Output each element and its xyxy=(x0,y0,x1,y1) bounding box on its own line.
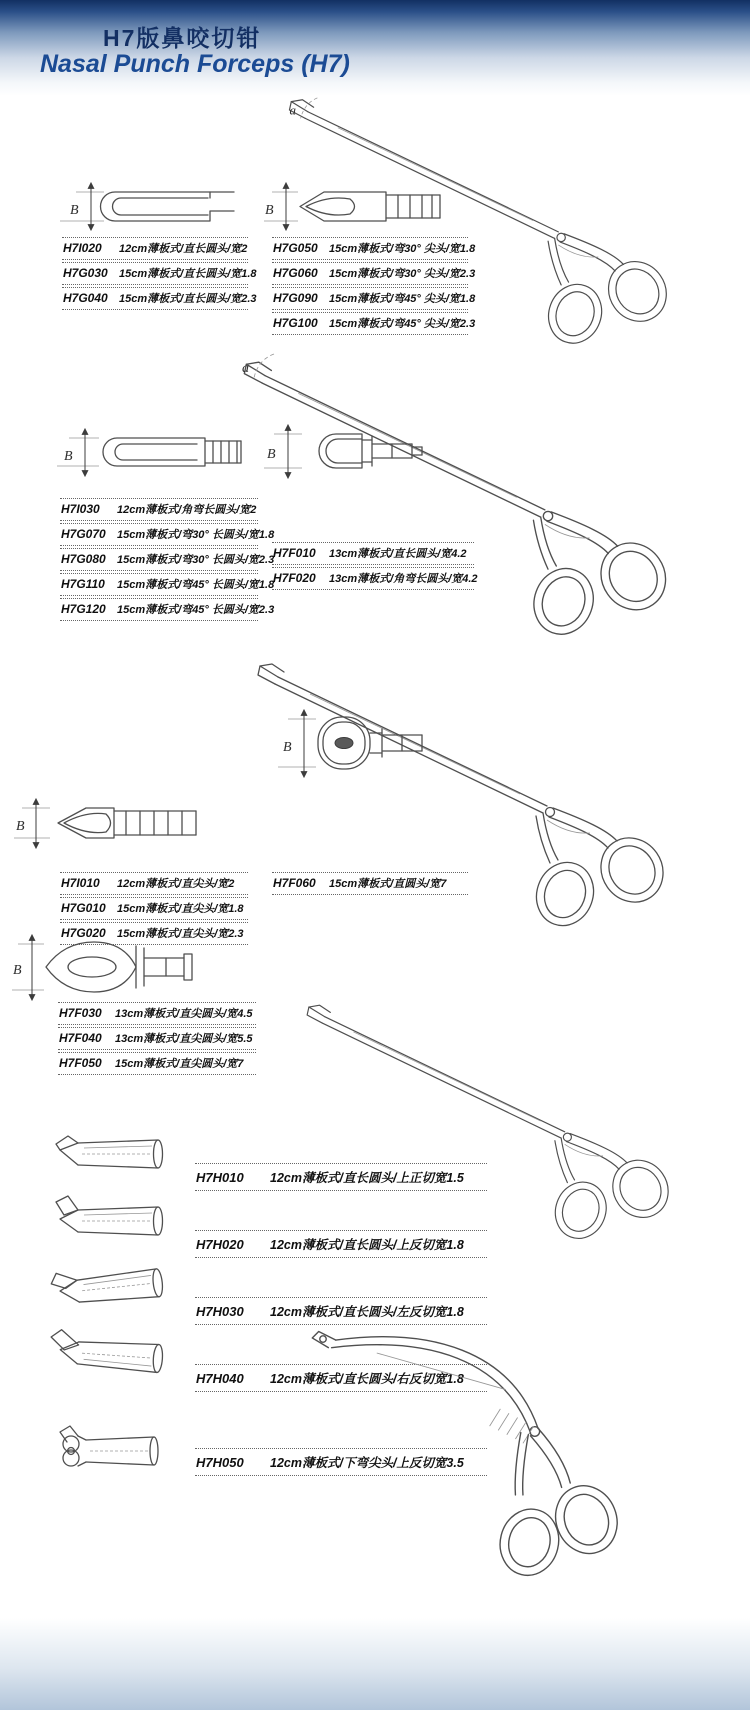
table-row xyxy=(60,573,275,596)
product-desc: 15cm薄板式/直尖圆头/宽7 xyxy=(115,1058,244,1070)
product-desc: 12cm薄板式/直长圆头/右反切宽1.8 xyxy=(270,1372,464,1386)
table-row xyxy=(58,1052,256,1075)
jaw-detail-short-round-head xyxy=(262,422,437,484)
table-row xyxy=(60,523,275,546)
dimension-label: B xyxy=(267,447,276,462)
product-desc: 15cm薄板式/弯45° 尖头/宽2.3 xyxy=(329,318,476,330)
product-code: H7G040 xyxy=(63,291,108,305)
product-code: H7I020 xyxy=(63,241,102,255)
product-code: H7I030 xyxy=(61,502,100,516)
table-row xyxy=(62,287,257,310)
table-row xyxy=(62,237,248,260)
forceps-illustration-section4 xyxy=(300,1000,710,1244)
jaw-detail-arrow-pointed-blade xyxy=(14,790,204,856)
product-desc: 15cm薄板式/直圆头/宽7 xyxy=(329,878,447,890)
tip-detail-left-back-cut xyxy=(48,1260,168,1312)
dimension-label: B xyxy=(13,963,22,978)
product-table-s4-row1 xyxy=(195,1163,487,1193)
product-table-s2-right xyxy=(272,542,478,592)
product-desc: 15cm薄板式/弯45° 长圆头/宽1.8 xyxy=(117,579,275,591)
product-desc: 13cm薄板式/角弯长圆头/宽4.2 xyxy=(329,573,478,585)
jaw-detail-pointed-blade xyxy=(258,178,448,236)
product-desc: 13cm薄板式/直尖圆头/宽4.5 xyxy=(115,1008,253,1020)
dimension-label: B xyxy=(64,449,73,464)
table-row xyxy=(60,872,248,895)
product-code: H7G070 xyxy=(61,527,106,541)
angle-label: a xyxy=(242,361,249,376)
product-code: H7H010 xyxy=(196,1170,244,1185)
product-code: H7G030 xyxy=(63,266,108,280)
product-desc: 12cm薄板式/直长圆头/上反切宽1.8 xyxy=(270,1238,464,1252)
product-desc: 15cm薄板式/直尖头/宽2.3 xyxy=(117,928,244,940)
dimension-label: B xyxy=(16,819,25,834)
product-code: H7G120 xyxy=(61,602,106,616)
product-code: H7F030 xyxy=(59,1006,102,1020)
product-table-s4-row3 xyxy=(195,1297,487,1327)
footer-gradient-band xyxy=(0,1618,750,1710)
product-desc: 12cm薄板式/直长圆头/宽2 xyxy=(119,243,248,255)
product-desc: 15cm薄板式/弯30° 长圆头/宽2.3 xyxy=(117,554,275,566)
tip-detail-right-back-cut xyxy=(48,1327,168,1379)
table-row xyxy=(58,1002,256,1025)
product-desc: 15cm薄板式/直长圆头/宽2.3 xyxy=(119,293,257,305)
product-code: H7F010 xyxy=(273,546,316,560)
jaw-detail-long-round-head-graduated xyxy=(55,422,245,484)
product-desc: 13cm薄板式/直长圆头/宽4.2 xyxy=(329,548,467,560)
jaw-detail-long-round-head-straight xyxy=(58,178,243,236)
product-code: H7H040 xyxy=(196,1371,244,1386)
product-desc: 15cm薄板式/弯30° 长圆头/宽1.8 xyxy=(117,529,275,541)
product-code: H7F040 xyxy=(59,1031,102,1045)
product-table-s1-right xyxy=(272,237,476,337)
product-table-s2-left xyxy=(60,498,275,623)
table-row xyxy=(272,542,474,565)
page-title-zh: H7版鼻咬切钳 xyxy=(103,25,262,51)
product-desc: 12cm薄板式/角弯长圆头/宽2 xyxy=(117,504,257,516)
product-code: H7F050 xyxy=(59,1056,102,1070)
page-title-en: Nasal Punch Forceps (H7) xyxy=(40,50,350,78)
table-row xyxy=(272,287,476,310)
product-table-s5 xyxy=(195,1448,487,1478)
jaw-detail-round-head-hole xyxy=(270,705,445,790)
table-row xyxy=(60,598,275,621)
table-row xyxy=(195,1297,487,1325)
product-desc: 15cm薄板式/直长圆头/宽1.8 xyxy=(119,268,257,280)
product-code: H7G010 xyxy=(61,901,106,915)
product-desc: 13cm薄板式/直尖圆头/宽5.5 xyxy=(115,1033,253,1045)
product-code: H7G090 xyxy=(273,291,318,305)
product-code: H7H050 xyxy=(196,1455,244,1470)
dimension-label: B xyxy=(283,740,292,755)
table-row xyxy=(195,1448,487,1476)
product-code: H7H030 xyxy=(196,1304,244,1319)
product-code: H7I010 xyxy=(61,876,100,890)
table-row xyxy=(60,498,258,521)
table-row xyxy=(272,312,476,335)
product-code: H7F060 xyxy=(273,876,316,890)
product-desc: 15cm薄板式/弯30° 尖头/宽1.8 xyxy=(329,243,476,255)
product-desc: 12cm薄板式/直长圆头/左反切宽1.8 xyxy=(270,1305,464,1319)
product-desc: 15cm薄板式/弯45° 尖头/宽1.8 xyxy=(329,293,476,305)
product-table-s3-bottom xyxy=(58,1002,256,1077)
table-row xyxy=(272,872,468,895)
product-table-s4-row2 xyxy=(195,1230,487,1260)
product-code: H7G050 xyxy=(273,241,318,255)
jaw-detail-lens-head xyxy=(12,932,202,1004)
dimension-label: B xyxy=(265,203,274,218)
table-row xyxy=(62,262,257,285)
product-code: H7G080 xyxy=(61,552,106,566)
angle-annotation xyxy=(242,354,274,378)
table-row xyxy=(272,567,478,590)
product-desc: 12cm薄板式/直尖头/宽2 xyxy=(117,878,235,890)
product-code: H7H020 xyxy=(196,1237,244,1252)
product-desc: 15cm薄板式/直尖头/宽1.8 xyxy=(117,903,244,915)
tip-detail-down-bent-punch xyxy=(48,1422,163,1480)
product-code: H7G020 xyxy=(61,926,106,940)
product-desc: 12cm薄板式/直长圆头/上正切宽1.5 xyxy=(270,1171,464,1185)
product-code: H7F020 xyxy=(273,571,316,585)
product-code: H7G110 xyxy=(61,577,105,591)
product-desc: 12cm薄板式/下弯尖头/上反切宽3.5 xyxy=(270,1456,464,1470)
table-row xyxy=(272,237,476,260)
angle-label: a xyxy=(289,102,296,118)
tip-detail-upper-forward-cut xyxy=(48,1126,168,1178)
table-row xyxy=(195,1230,487,1258)
table-row xyxy=(60,897,248,920)
tip-detail-upper-back-cut xyxy=(48,1193,168,1245)
product-desc: 15cm薄板式/弯30° 尖头/宽2.3 xyxy=(329,268,476,280)
table-row xyxy=(58,1027,256,1050)
table-row xyxy=(195,1163,487,1191)
product-table-s3-right xyxy=(272,872,468,897)
product-table-s1-left xyxy=(62,237,257,312)
table-row xyxy=(60,548,275,571)
product-code: H7G100 xyxy=(273,316,318,330)
product-code: H7G060 xyxy=(273,266,318,280)
dimension-label: B xyxy=(70,203,79,218)
table-row xyxy=(272,262,476,285)
product-desc: 15cm薄板式/弯45° 长圆头/宽2.3 xyxy=(117,604,275,616)
